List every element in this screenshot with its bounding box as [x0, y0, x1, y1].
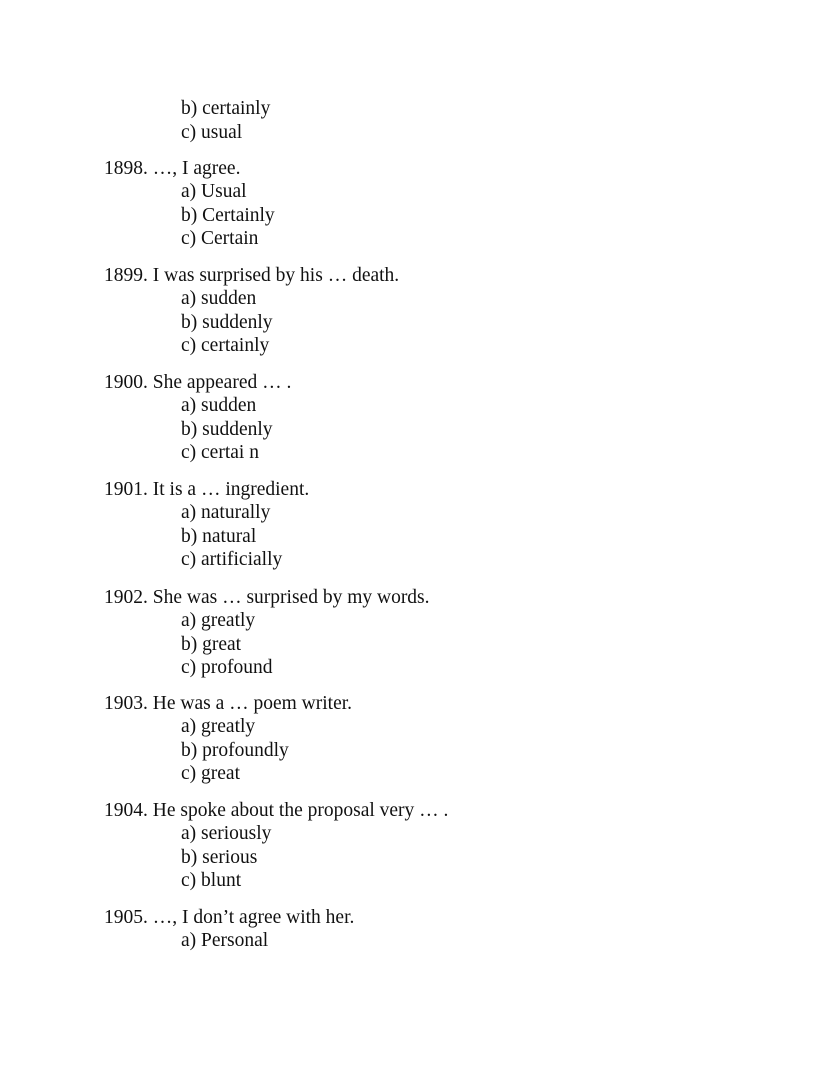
question-stem: 1898. …, I agree.	[104, 158, 241, 179]
option-b: b) profoundly	[181, 739, 289, 761]
option-a: a) sudden	[181, 395, 257, 416]
option: b) certainly	[181, 98, 271, 119]
question-stem: 1901. It is a … ingredient.	[104, 479, 310, 500]
option-a: a) greatly	[181, 610, 256, 631]
question-1904	[104, 799, 804, 893]
option-c: c) artificially	[181, 549, 283, 570]
option-b: b) great	[181, 633, 242, 655]
option-a: a) seriously	[181, 823, 272, 844]
question-1898	[104, 157, 804, 251]
option-a: a) sudden	[181, 288, 257, 309]
question-1902	[104, 586, 804, 680]
option-c: c) certainly	[181, 335, 270, 356]
option-b: b) suddenly	[181, 418, 273, 440]
continued-options	[104, 97, 270, 144]
option-c: c) certai n	[181, 442, 259, 463]
option-a: a) greatly	[181, 716, 256, 737]
question-stem: 1905. …, I don’t agree with her.	[104, 907, 355, 928]
option-c: c) great	[181, 763, 240, 784]
option-b: b) natural	[181, 525, 257, 547]
question-stem: 1899. I was surprised by his … death.	[104, 265, 400, 286]
question-1903	[104, 692, 804, 786]
question-stem: 1904. He spoke about the proposal very … .	[104, 800, 449, 821]
question-stem: 1900. She appeared … .	[104, 372, 292, 393]
option-b: b) Certainly	[181, 204, 275, 226]
option-c: c) Certain	[181, 228, 259, 249]
option-b: b) suddenly	[181, 311, 273, 333]
option-a: a) Personal	[181, 930, 269, 951]
question-stem: 1903. He was a … poem writer.	[104, 693, 353, 714]
option-c: c) profound	[181, 657, 273, 678]
question-stem: 1902. She was … surprised by my words.	[104, 587, 430, 608]
question-1899	[104, 264, 804, 358]
option: c) usual	[181, 121, 243, 143]
question-1905	[104, 906, 804, 953]
option-b: b) serious	[181, 846, 258, 868]
option-a: a) naturally	[181, 502, 271, 523]
option-c: c) blunt	[181, 870, 242, 891]
question-1901	[104, 478, 804, 572]
option-a: a) Usual	[181, 181, 247, 202]
question-1900	[104, 371, 804, 465]
